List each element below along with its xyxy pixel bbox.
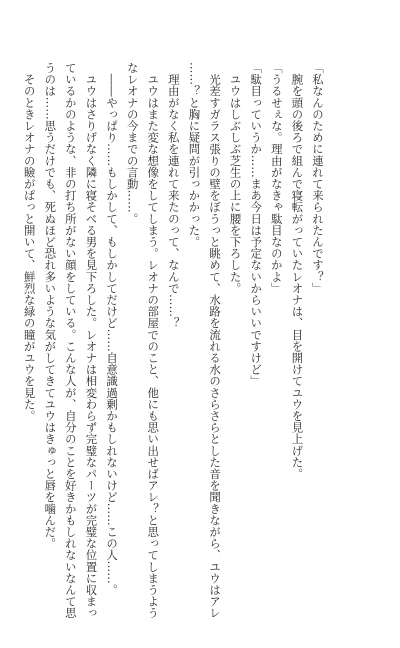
text-line: ……？と胸に疑問が引っかかった。 <box>187 62 202 248</box>
text-line: 腕を頭の後ろで組んで寝転がっていたレオナは、目を開けてユウを見上げた。 <box>290 62 305 480</box>
text-line: 理由がなく私を連れて来たのって、なんで……？ <box>166 62 181 329</box>
text-line: ユウはさりげなく隣に寝そべる男を見下ろした。レオナは相変わらず完璧なパーツが完璧な位置に収まっ <box>84 62 99 619</box>
text-line: ユウはしぶしぶ芝生の上に腰を下ろした。 <box>228 62 243 294</box>
vertical-text-block <box>19 62 328 622</box>
text-line: ――やっぱり……もしかして、もしかしてだけど……自意識過剰かもしれないけど……この人……。 <box>105 62 120 596</box>
text-line: 「駄目っていうか……まあ今日は予定ないからいいですけど」 <box>249 62 264 387</box>
text-line: ているかのような、非の打ち所がない顔をしている。こんな人が、自分のことを好きかもしれないなんて思 <box>63 62 78 619</box>
text-line: 「私なんのために連れて来られたんです？」 <box>311 62 325 294</box>
text-line: なレオナの今までの言動……。 <box>125 62 140 225</box>
text-line: そのときレオナの瞼がぱっと開いて、鮮烈な緑の瞳がユウを見た。 <box>22 62 37 422</box>
text-line: 「うるせぇな。理由がなきゃ駄目なのかよ」 <box>269 62 284 294</box>
text-line: ユウはまた変な想像をしてしまう。レオナの部屋でのこと、他にも思い出せばアレ？と思ってしまうよう <box>146 62 161 619</box>
text-line: うのは……思うだけでも、死ぬほど恐れ多いような気がしてきてユウはきゅっと唇を噛んだ。 <box>43 62 58 550</box>
text-line: 光差すガラス張りの壁をぼうっと眺めて、水路を流れる水のさらさらとした音を聞きながら、ユウはアレ <box>208 62 223 619</box>
